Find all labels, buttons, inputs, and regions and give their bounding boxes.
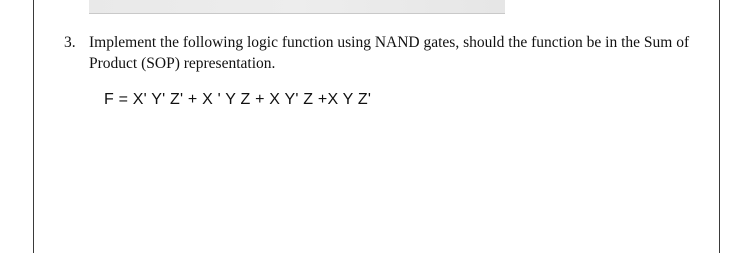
cropped-image-bottom <box>89 0 505 14</box>
question-line-1: Implement the following logic function using NAND gates, should the function be in the Sum of <box>89 34 690 51</box>
page-border-left <box>33 0 34 253</box>
question-line-2: Product (SOP) representation. <box>89 55 276 72</box>
page-border-right <box>719 0 720 253</box>
question-number: 3. <box>64 34 76 51</box>
question-text <box>89 32 715 74</box>
image-bottom-edge <box>89 13 505 14</box>
logic-function-formula: F = X' Y' Z' + X ' Y Z + X Y' Z +X Y Z' <box>104 91 372 108</box>
